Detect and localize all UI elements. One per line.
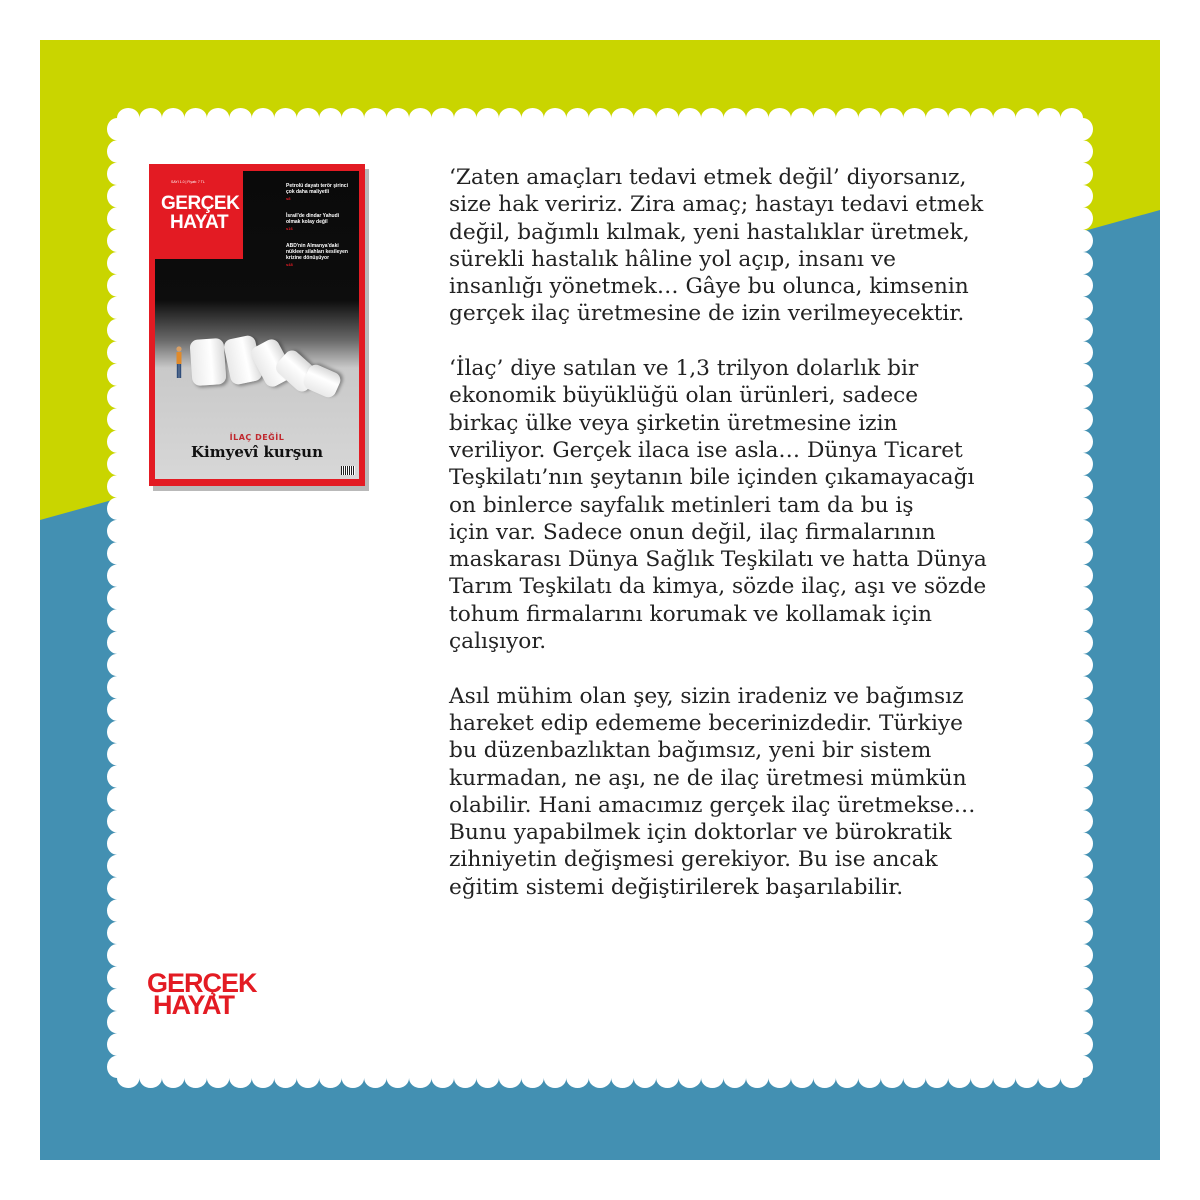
cover-image (155, 171, 359, 479)
cover-headline-text: İsrail'de dindar Yahudi olmak kolay değil (286, 213, 340, 225)
cover-logo-line2: HAYAT (170, 212, 229, 233)
brand-logo-line2: HAYAT (153, 990, 235, 1020)
barcode-icon (341, 466, 355, 475)
brand-logo-line1: GERÇEK (147, 968, 257, 998)
cover-title: Kimyevî kurşun (191, 443, 323, 461)
cover-headline-text: Petrolü dayatı terör şirinci çok daha maliyetli (286, 183, 348, 195)
article-paragraph: ‘İlaç’ diye satılan ve 1,3 trilyon dolarlık bir ekonomik büyüklüğü olan ürünleri, sadece birkaç ülke veya şirketin üretmesine izin veriliyor. Gerçek ilaca ise asla… Dünya Ticaret Teşkilatı’nın şeytanın bile içinden çıkamayacağı on binlerce sayfalık metinleri tam da bu iş için var. Sadece onun değil, ilaç firmalarının maskarası Dünya Sağlık Teşkilatı ve hatta Dünya Tarım Teşkilatı da kimya, sözde ilaç, aşı ve sözde tohum firmalarını korumak ve kollamak için çalışıyor. (449, 356, 987, 655)
cover-headline (286, 243, 352, 268)
cover-logo (155, 171, 243, 259)
cover-headline-ref: s16 (286, 226, 293, 231)
article-body (449, 164, 1034, 928)
article-paragraph: Asıl mühim olan şey, sizin iradeniz ve bağımsız hareket edip edememe becerinizdedir. Türkiye bu düzenbazlıktan bağımsız, yeni bir sistem kurmadan, ne aşı, ne de ilaç üretmesi mümkün olabilir. Hani amacımız gerçek ilaç üretmekse… Bunu yapabilmek için doktorlar ve bürokratik zihniyetin değişmesi gerekiyor. Bu ise ancak eğitim sistemi değiştirilerek başarılabilir. (449, 683, 976, 900)
cover-headline (286, 213, 352, 232)
pill-shape (189, 338, 226, 386)
cover-issue-info: SAYI 1.0 | Fiyatı: 7 TL (171, 180, 205, 184)
cover-headline (286, 183, 352, 202)
cover-headline-ref: s48 (286, 262, 293, 267)
cover-headline-ref: s8 (286, 196, 291, 201)
person-figure-icon (175, 346, 183, 380)
article-paragraph: ‘Zaten amaçları tedavi etmek değil’ diyorsanız, size hak veririz. Zira amaç; hastayı tedavi etmek değil, bağımlı kılmak, yeni hastalıklar üretmek, sürekli hastalık hâline yol açıp, insanı ve insanlığı yönetmek… Gâye bu olunca, kimsenin gerçek ilaç üretmesine de izin verilmeyecektir. (449, 165, 984, 327)
brand-logo (147, 968, 257, 1020)
magazine-cover (149, 164, 365, 486)
cover-logo-line1: GERÇEK (161, 193, 240, 214)
cover-kicker: İLAÇ DEĞİL (229, 433, 285, 442)
cover-headline-text: ABD'nin Almanya'daki nükleer silahları kesileyen krizine dönüşüyor (286, 243, 348, 261)
